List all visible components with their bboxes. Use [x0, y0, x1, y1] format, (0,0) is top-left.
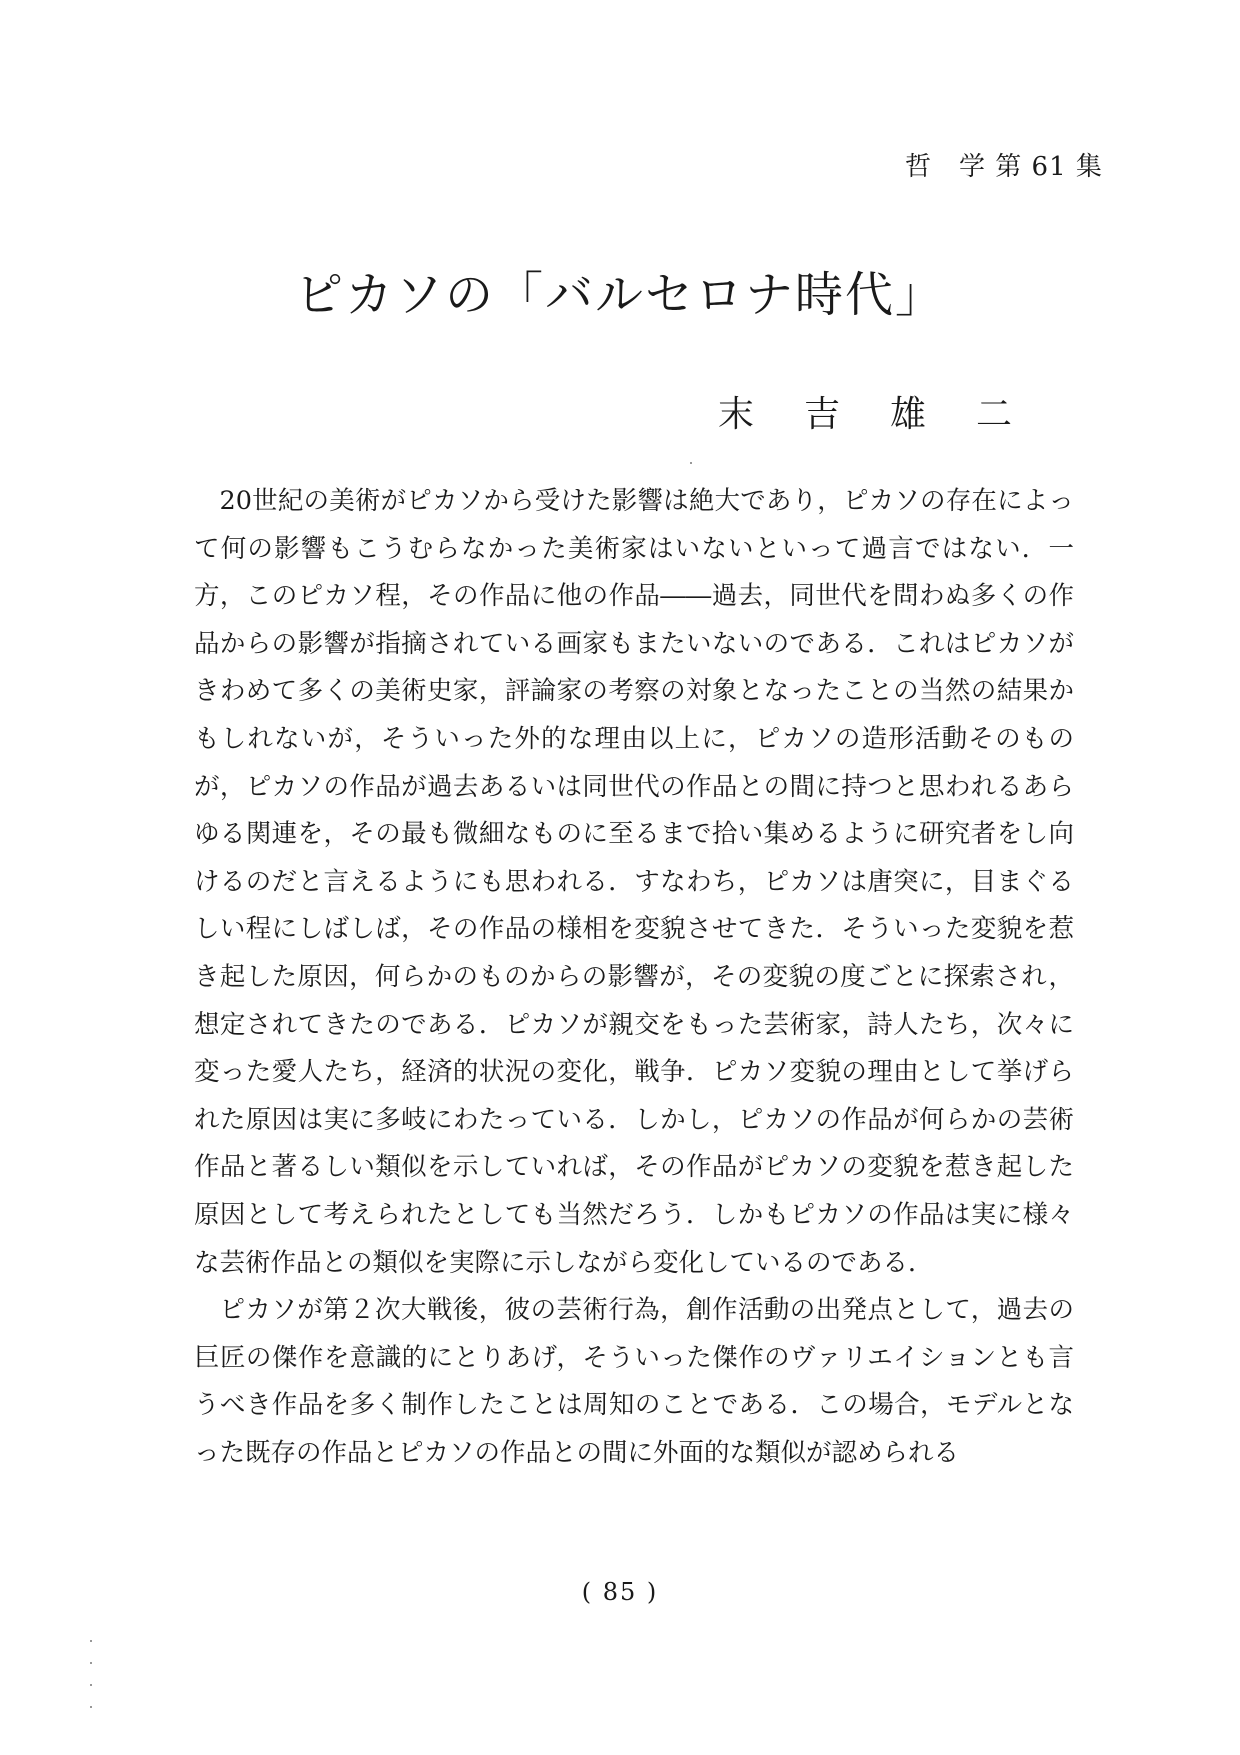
paragraph-2: ピカソが第２次大戦後，彼の芸術行為，創作活動の出発点として，過去の巨匠の傑作を意識的にとりあげ，そういった傑作のヴァリエイションとも言うべき作品を多く制作したことは周知のことである．この場合，モデルとなった既存の作品とピカソの作品との間に外面的な類似が認められる: [194, 1295, 1074, 1468]
paragraph-1: 20世紀の美術がピカソから受けた影響は絶大であり，ピカソの存在によって何の影響もこうむらなかった美術家はいないといって過言ではない．一方，このピカソ程，その作品に他の作品――過去，同世代を問わぬ多くの作品からの影響が指摘されている画家もまたいないのである．これはピカソがきわめて多くの美術史家，評論家の考察の対象となったことの当然の結果かもしれないが，そういった外的な理由以上に，ピカソの造形活動そのものが，ピカソの作品が過去あるいは同世代の作品との間に持つと思われるあらゆる関連を，その最も微細なものに至るまで拾い集めるように研究者をし向けるのだと言えるようにも思われる．すなわち，ピカソは唐突に，目まぐるしい程にしばしば，その作品の様相を変貌させてきた．そういった変貌を惹き起した原因，何らかのものからの影響が，その変貌の度ごとに探索され，想定されてきたのである．ピカソが親交をもった芸術家，詩人たち，次々に変った愛人たち，経済的状況の変化，戦争．ピカソ変貌の理由として挙げられた原因は実に多岐にわたっている．しかし，ピカソの作品が何らかの芸術作品と著るしい類似を示していれば，その作品がピカソの変貌を惹き起した原因として考えられたとしても当然だろう．しかもピカソの作品は実に様々な芸術作品との類似を実際に示しながら変化しているのである．: [194, 486, 1074, 1278]
scan-speck: [690, 462, 692, 464]
scan-speck: [90, 1684, 92, 1686]
article-author: 末吉雄二: [718, 394, 1063, 435]
article-body: [194, 478, 1074, 1477]
article-title: ピカソの「バルセロナ時代」: [294, 267, 945, 323]
scan-speck: [90, 1706, 92, 1708]
scan-speck: [90, 1662, 92, 1664]
scan-speck: [90, 1640, 92, 1642]
page-number: ( 85 ): [581, 1578, 659, 1606]
journal-header: 哲 学 第 61 集: [905, 152, 1103, 182]
